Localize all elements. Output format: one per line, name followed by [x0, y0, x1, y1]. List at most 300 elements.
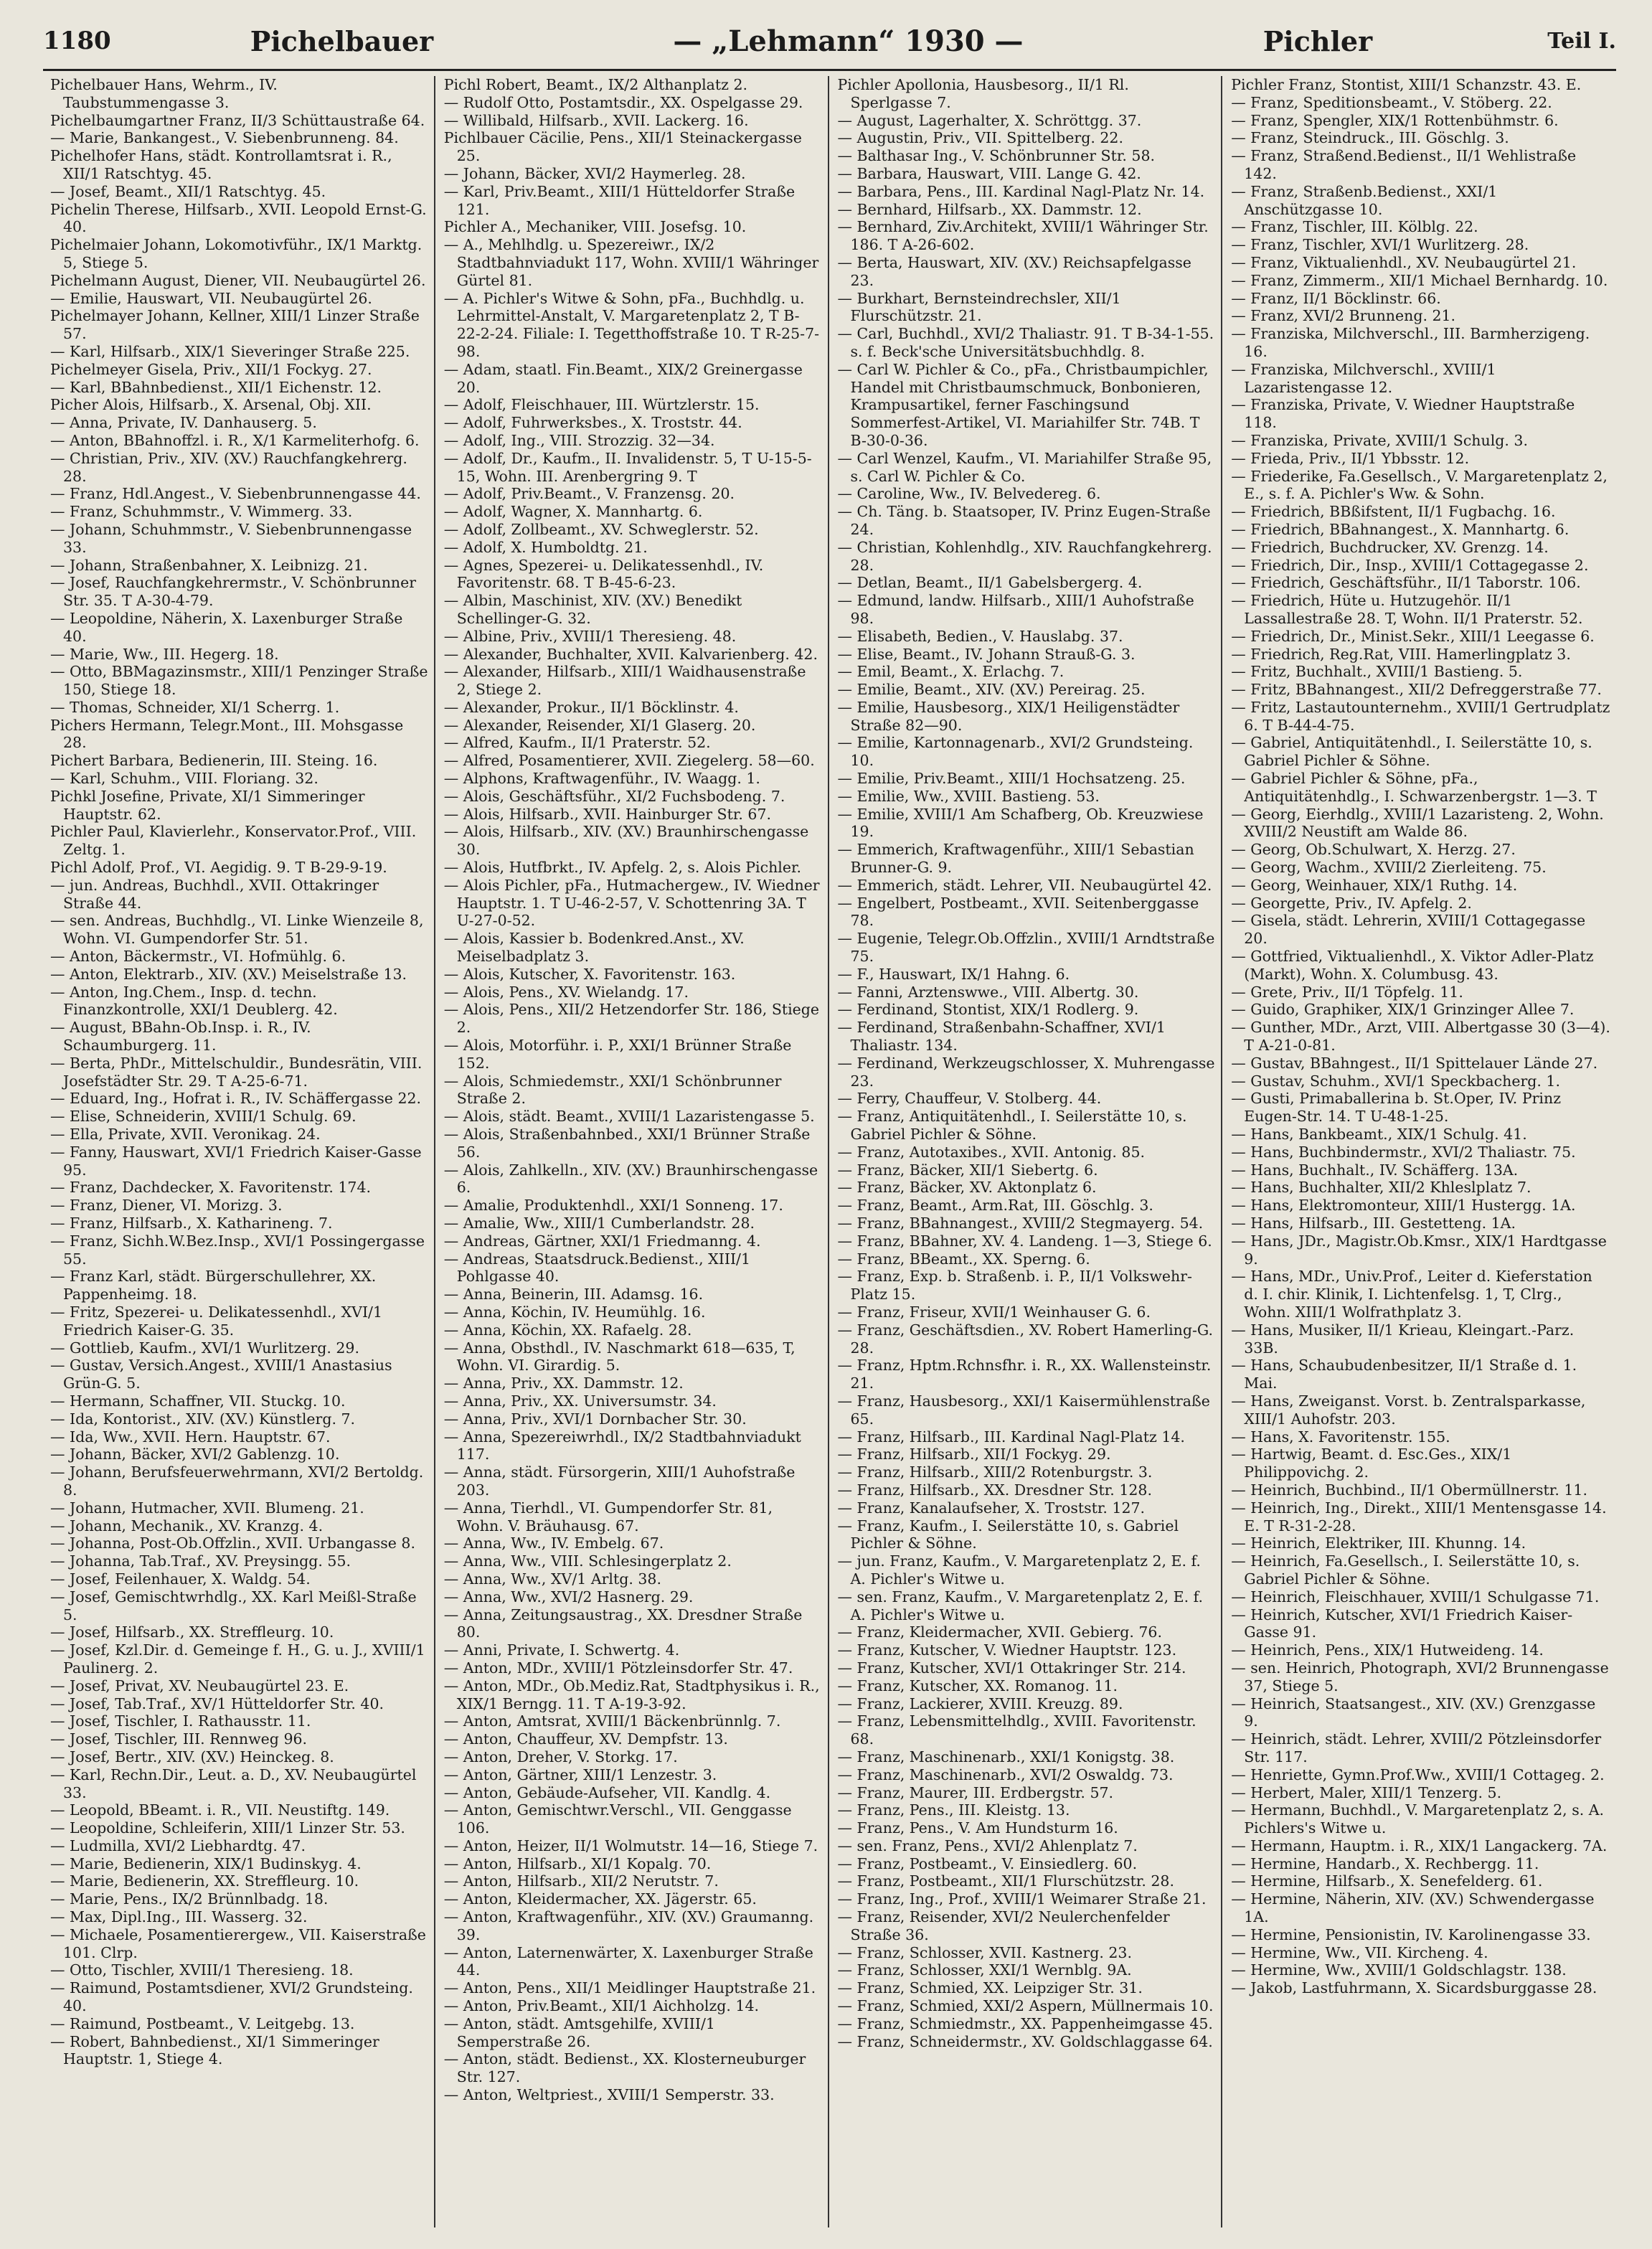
directory-entry: — Detlan, Beamt., II/1 Gabelsbergerg. 4.: [837, 574, 1143, 592]
directory-entry: — Alois, Pens., XII/2 Hetzendorfer Str. 186, Stiege 2.: [443, 1001, 820, 1037]
directory-entry: — jun. Franz, Kaufm., V. Margaretenplatz 2, E. f. A. Pichler's Witwe u.: [837, 1552, 1201, 1588]
directory-entry: — Anton, Ing.Chem., Insp. d. techn. Finanzkontrolle, XXI/1 Deublerg. 42.: [50, 983, 338, 1019]
directory-entry: — Franz, Tischler, XVI/1 Wurlitzerg. 28.: [1231, 236, 1529, 254]
directory-entry: — Ferdinand, Stontist, XIX/1 Rodlerg. 9.: [837, 1001, 1139, 1019]
directory-entry: — Franz, Kanalaufseher, X. Troststr. 127.: [837, 1499, 1146, 1517]
directory-entry: — Franz, XVI/2 Brunneng. 21.: [1231, 307, 1456, 325]
directory-entry: — Friedrich, Buchdrucker, XV. Grenzg. 14.: [1231, 538, 1549, 556]
directory-entry: — Raimund, Postamtsdiener, XVI/2 Grundsteing. 40.: [50, 1979, 413, 2015]
directory-entry: — Henriette, Gymn.Prof.Ww., XVIII/1 Cottageg. 2.: [1231, 1765, 1605, 1783]
directory-entry: Pichelmann August, Diener, VII. Neubaugürtel 26.: [50, 271, 426, 289]
directory-entry: — Ferdinand, Werkzeugschlosser, X. Muhrengasse 23.: [837, 1054, 1215, 1090]
directory-entry: — Karl, Hilfsarb., XIX/1 Sieveringer Straße 225.: [50, 342, 410, 360]
directory-entry: Pichler A., Mechaniker, VIII. Josefsg. 10.: [443, 218, 747, 236]
directory-entry: — Alois, Geschäftsführ., XI/2 Fuchsbodeng. 7.: [443, 787, 785, 805]
directory-entry: — Franz, Antiquitätenhdl., I. Seilerstätte 10, s. Gabriel Pichler & Söhne.: [837, 1108, 1187, 1144]
directory-entry: — Ferry, Chauffeur, V. Stolberg. 44.: [837, 1090, 1102, 1108]
directory-entry: — Adolf, X. Humboldtg. 21.: [443, 538, 648, 556]
directory-entry: — Emmerich, Kraftwagenführ., XIII/1 Sebastian Brunner-G. 9.: [837, 841, 1194, 877]
directory-entry: — Franz, Kleidermacher, XVII. Gebierg. 76.: [837, 1623, 1162, 1641]
directory-entry: — Hans, Elektromonteur, XIII/1 Hustergg. 1A.: [1231, 1197, 1576, 1215]
directory-entry: — Franz, Viktualienhdl., XV. Neubaugürtel 21.: [1231, 253, 1577, 271]
directory-entry: — Gottfried, Viktualienhdl., X. Viktor Adler-Platz (Markt), Wohn. X. Columbusg. 43.: [1231, 948, 1594, 983]
directory-entry: — Elise, Schneiderin, XVIII/1 Schulg. 69.: [50, 1108, 357, 1126]
directory-entry: — Johann, Bäcker, XVI/2 Gablenzg. 10.: [50, 1446, 340, 1463]
directory-entry: — Anni, Private, I. Schwertg. 4.: [443, 1641, 680, 1659]
directory-entry: — Franz, Exp. b. Straßenb. i. P., II/1 Volkswehr-Platz 15.: [837, 1268, 1192, 1303]
directory-entry: — Christian, Priv., XIV. (XV.) Rauchfangkehrerg. 28.: [50, 449, 407, 485]
directory-entry: — Fanny, Hauswart, XVI/1 Friedrich Kaiser-Gasse 95.: [50, 1143, 422, 1179]
directory-entry: — Gustav, BBahngest., II/1 Spittelauer Lände 27.: [1231, 1054, 1598, 1072]
directory-entry: — Alphons, Kraftwagenführ., IV. Waagg. 1.: [443, 770, 760, 788]
directory-entry: — Anna, Priv., XVI/1 Dornbacher Str. 30.: [443, 1410, 747, 1428]
directory-entry: — A., Mehlhdlg. u. Spezereiwr., IX/2 Stadtbahnviadukt 117, Wohn. XVIII/1 Währinger Gürtel 81.: [443, 236, 819, 289]
directory-entry: — Alois, Kassier b. Bodenkred.Anst., XV. Meiselbadplatz 3.: [443, 930, 745, 966]
directory-entry: — Fritz, Buchhalt., XVIII/1 Bastieng. 5.: [1231, 663, 1523, 681]
directory-entry: — Anton, Kleidermacher, XX. Jägerstr. 65.: [443, 1890, 757, 1908]
directory-entry: — Carl, Buchhdl., XVI/2 Thaliastr. 91. T B-34-1-55. s. f. Beck'sche Universitätsbuchhdlg. 8.: [837, 325, 1214, 360]
directory-entry: — Karl, BBahnbedienst., XII/1 Eichenstr. 12.: [50, 378, 382, 396]
column-2: [444, 76, 829, 2227]
directory-entry: — Berta, Hauswart, XIV. (XV.) Reichsapfelgasse 23.: [837, 253, 1191, 289]
directory-entry: — Leopold, BBeamt. i. R., VII. Neustiftg. 149.: [50, 1801, 390, 1819]
directory-entry: Pichert Barbara, Bedienerin, III. Steing. 16.: [50, 752, 378, 770]
directory-entry: — Anna, Tierhdl., VI. Gumpendorfer Str. 81, Wohn. V. Bräuhausg. 67.: [443, 1499, 773, 1534]
directory-entry: — Franz, Postbeamt., V. Einsiedlerg. 60.: [837, 1854, 1138, 1872]
directory-entry: — Elisabeth, Bedien., V. Hauslabg. 37.: [837, 627, 1123, 645]
directory-entry: — Fritz, Lastautounternehm., XVIII/1 Gertrudplatz 6. T B-44-4-75.: [1231, 698, 1610, 734]
directory-entry: — Hermann, Hauptm. i. R., XIX/1 Langackerg. 7A.: [1231, 1837, 1608, 1854]
directory-entry: — Gabriel, Antiquitätenhdl., I. Seilerstätte 10, s. Gabriel Pichler & Söhne.: [1231, 734, 1592, 770]
directory-entry: — Ida, Kontorist., XIV. (XV.) Künstlerg. 7.: [50, 1410, 356, 1428]
directory-entry: — Barbara, Hauswart, VIII. Lange G. 42.: [837, 164, 1141, 182]
directory-entry: — Anna, Obsthdl., IV. Naschmarkt 618—635, T, Wohn. VI. Girardig. 5.: [443, 1339, 796, 1375]
directory-entry: — Hermine, Näherin, XIV. (XV.) Schwendergasse 1A.: [1231, 1890, 1595, 1926]
directory-entry: — Josef, Feilenhauer, X. Waldg. 54.: [50, 1570, 311, 1588]
directory-entry: — Franz Karl, städt. Bürgerschullehrer, XX. Pappenheimg. 18.: [50, 1268, 377, 1303]
page-title: — „Lehmann“ 1930 —: [673, 24, 1024, 58]
directory-entry: — Anna, Ww., XVI/2 Hasnerg. 29.: [443, 1588, 694, 1606]
directory-entry: — Josef, Beamt., XII/1 Ratschtyg. 45.: [50, 182, 326, 200]
directory-entry: — Anna, Beinerin, III. Adamsg. 16.: [443, 1286, 704, 1303]
directory-entry: — Hans, X. Favoritenstr. 155.: [1231, 1428, 1450, 1446]
directory-entry: — Anna, Ww., XV/1 Arltg. 38.: [443, 1570, 661, 1588]
directory-entry: — Friedrich, Hüte u. Hutzugehör. II/1 Lassallestraße 28. T, Wohn. II/1 Praterstr. 52.: [1231, 592, 1583, 627]
directory-entry: — Emilie, Beamt., XIV. (XV.) Pereirag. 25.: [837, 681, 1146, 699]
directory-entry: — Josef, Kzl.Dir. d. Gemeinge f. H., G. u. J., XVIII/1 Paulinerg. 2.: [50, 1641, 425, 1677]
directory-entry: Pichelmayer Johann, Kellner, XIII/1 Linzer Straße 57.: [50, 307, 420, 343]
directory-entry: — Heinrich, städt. Lehrer, XVIII/2 Pötzleinsdorfer Str. 117.: [1231, 1730, 1602, 1765]
directory-entry: — Max, Dipl.Ing., III. Wasserg. 32.: [50, 1908, 308, 1926]
directory-entry: — Franz, Hilfsarb., XIII/2 Rotenburgstr. 3.: [837, 1463, 1153, 1481]
directory-entry: — Franziska, Milchverschl., XVIII/1 Lazaristengasse 12.: [1231, 360, 1496, 396]
directory-entry: — Alfred, Posamentierer, XVII. Ziegelerg. 58—60.: [443, 752, 815, 770]
directory-entry: — Anton, Kraftwagenführ., XIV. (XV.) Graumanng. 39.: [443, 1908, 814, 1943]
directory-entry: — Grete, Priv., II/1 Töpfelg. 11.: [1231, 983, 1463, 1001]
directory-entry: — Franz, Schmied, XXI/2 Aspern, Müllnermais 10.: [837, 1997, 1214, 2015]
directory-entry: — jun. Andreas, Buchhdl., XVII. Ottakringer Straße 44.: [50, 876, 379, 912]
directory-entry: — Heinrich, Fa.Gesellsch., I. Seilerstätte 10, s. Gabriel Pichler & Söhne.: [1231, 1552, 1580, 1588]
directory-entry: — Anton, MDr., XVIII/1 Pötzleinsdorfer Str. 47.: [443, 1659, 793, 1677]
directory-entry: — Friedrich, Dir., Insp., XVIII/1 Cottagegasse 2.: [1231, 556, 1589, 574]
directory-entry: — Hans, MDr., Univ.Prof., Leiter d. Kieferstation d. I. chir. Klinik, I. Lichtenfelsg. 1, T, Clrg., Wohn. XIII/1 Wolfrathplatz 3.: [1231, 1268, 1592, 1321]
directory-entry: — Alois, Pens., XV. Wielandg. 17.: [443, 983, 689, 1001]
directory-entry: — Josef, Tischler, III. Rennweg 96.: [50, 1730, 308, 1748]
directory-entry: — Willibald, Hilfsarb., XVII. Lackerg. 16.: [443, 111, 749, 129]
directory-entry: — Burkhart, Bernsteindrechsler, XII/1 Flurschützstr. 21.: [837, 289, 1121, 325]
directory-entry: — sen. Heinrich, Photograph, XVI/2 Brunnengasse 37, Stiege 5.: [1231, 1659, 1609, 1694]
directory-entry: — Alexander, Prokur., II/1 Böcklinstr. 4.: [443, 698, 739, 716]
directory-entry: — Eugenie, Telegr.Ob.Offzlin., XVIII/1 Arndtstraße 75.: [837, 930, 1215, 966]
directory-entry: — Anna, Priv., XX. Dammstr. 12.: [443, 1375, 684, 1392]
directory-entry: — Adolf, Dr., Kaufm., II. Invalidenstr. 5, T U-15-5-15, Wohn. III. Arenbergring 9. T: [443, 449, 812, 485]
directory-entry: — Emilie, Hausbesorg., XIX/1 Heiligenstädter Straße 82—90.: [837, 698, 1180, 734]
directory-entry: — Adolf, Ing., VIII. Strozzig. 32—34.: [443, 431, 715, 449]
directory-entry: — Frieda, Priv., II/1 Ybbsstr. 12.: [1231, 449, 1470, 467]
directory-entry: — Franz, Zimmerm., XII/1 Michael Bernhardg. 10.: [1231, 271, 1608, 289]
header-last-entry: Pichler: [1262, 24, 1373, 57]
directory-entry: — Johanna, Tab.Traf., XV. Preysingg. 55.: [50, 1552, 351, 1570]
directory-entry: — Hans, Buchhalt., IV. Schäfferg. 13A.: [1231, 1161, 1519, 1179]
directory-entry: — Hermann, Buchhdl., V. Margaretenplatz 2, s. A. Pichlers's Witwe u.: [1231, 1801, 1605, 1837]
directory-entry: — Anton, Elektrarb., XIV. (XV.) Meiselstraße 13.: [50, 965, 407, 983]
directory-entry: Pichelin Therese, Hilfsarb., XVII. Leopold Ernst-G. 40.: [50, 200, 427, 236]
directory-entry: — Georg, Weinhauer, XIX/1 Ruthg. 14.: [1231, 876, 1518, 894]
directory-entry: Picher Alois, Hilfsarb., X. Arsenal, Obj. XII.: [50, 396, 372, 414]
directory-entry: — Georg, Wachm., XVIII/2 Zierleiteng. 75.: [1231, 859, 1547, 877]
directory-entry: — Josef, Hilfsarb., XX. Streffleurg. 10.: [50, 1623, 334, 1641]
directory-entry: — Anton, Bäckermstr., VI. Hofmühlg. 6.: [50, 948, 346, 966]
directory-entry: — Albine, Priv., XVIII/1 Theresieng. 48.: [443, 627, 737, 645]
directory-entry: — Karl, Rechn.Dir., Leut. a. D., XV. Neubaugürtel 33.: [50, 1765, 417, 1801]
directory-entry: — Franziska, Milchverschl., III. Barmherzigeng. 16.: [1231, 325, 1590, 360]
directory-entry: — Karl, Schuhm., VIII. Floriang. 32.: [50, 770, 318, 788]
directory-entry: — Edmund, landw. Hilfsarb., XIII/1 Auhofstraße 98.: [837, 592, 1194, 627]
directory-entry: — Hans, Schaubudenbesitzer, II/1 Straße d. 1. Mai.: [1231, 1357, 1577, 1392]
directory-entry: — Hermine, Ww., VII. Kircheng. 4.: [1231, 1943, 1488, 1961]
directory-entry: — Thomas, Schneider, XI/1 Scherrg. 1.: [50, 698, 340, 716]
directory-entry: — Georg, Eierhdlg., XVIII/1 Lazaristeng. 2, Wohn. XVIII/2 Neustift am Walde 86.: [1231, 805, 1604, 841]
directory-entry: Pichelmeyer Gisela, Priv., XII/1 Fockyg. 27.: [50, 360, 372, 378]
directory-entry: — Josef, Gemischtwrhdlg., XX. Karl Meißl-Straße 5.: [50, 1588, 417, 1623]
directory-entry: — Franz, Bäcker, XV. Aktonplatz 6.: [837, 1179, 1097, 1197]
directory-entry: — Gustav, Schuhm., XVI/1 Speckbacherg. 1.: [1231, 1072, 1560, 1090]
directory-entry: — Friedrich, Dr., Minist.Sekr., XIII/1 Leegasse 6.: [1231, 627, 1595, 645]
directory-entry: — Franz, Spengler, XIX/1 Rottenbühmstr. 6.: [1231, 111, 1559, 129]
directory-entry: — Alois, Hutfbrkt., IV. Apfelg. 2, s. Alois Pichler.: [443, 859, 802, 877]
directory-entry: — Emmerich, städt. Lehrer, VII. Neubaugürtel 42.: [837, 876, 1212, 894]
directory-entry: — Anton, Gemischtwr.Verschl., VII. Genggasse 106.: [443, 1801, 792, 1837]
directory-entry: — Herbert, Maler, XIII/1 Tenzerg. 5.: [1231, 1783, 1502, 1801]
directory-entry: — Franz, Kutscher, XVI/1 Ottakringer Str. 214.: [837, 1659, 1186, 1677]
directory-entry: — August, BBahn-Ob.Insp. i. R., IV. Schaumburgerg. 11.: [50, 1019, 311, 1055]
directory-entry: — Franz, Schlosser, XVII. Kastnerg. 23.: [837, 1943, 1132, 1961]
directory-entry: — Franz, II/1 Böcklinstr. 66.: [1231, 289, 1441, 307]
directory-entry: — Anton, Gärtner, XIII/1 Lenzestr. 3.: [443, 1765, 717, 1783]
directory-entry: — Franz, Hilfsarb., X. Katharineng. 7.: [50, 1215, 333, 1232]
directory-entry: — Anton, MDr., Ob.Mediz.Rat, Stadtphysikus i. R., XIX/1 Berngg. 11. T A-19-3-92.: [443, 1677, 820, 1712]
directory-entry: Pichelbauer Hans, Wehrm., IV. Taubstummengasse 3.: [50, 76, 278, 111]
directory-entry: — Franz, Hilfsarb., XX. Dresdner Str. 128.: [837, 1481, 1152, 1499]
directory-entry: — Adam, staatl. Fin.Beamt., XIX/2 Greinergasse 20.: [443, 360, 803, 396]
directory-entry: — August, Lagerhalter, X. Schröttgg. 37.: [837, 111, 1142, 129]
directory-entry: — Hans, Buchbindermstr., XVI/2 Thaliastr. 75.: [1231, 1143, 1576, 1161]
directory-entry: — Raimund, Postbeamt., V. Leitgebg. 13.: [50, 2014, 355, 2032]
directory-entry: — Anton, Hilfsarb., XII/2 Nerutstr. 7.: [443, 1872, 719, 1890]
directory-entry: — Josef, Tab.Traf., XV/1 Hütteldorfer Str. 40.: [50, 1694, 384, 1712]
directory-entry: — Jakob, Lastfuhrmann, X. Sicardsburggasse 28.: [1231, 1979, 1597, 1997]
part-label: Teil I.: [1547, 28, 1616, 54]
directory-entry: — Franz, Reisender, XVI/2 Neulerchenfelder Straße 36.: [837, 1908, 1170, 1943]
directory-entry: — Anton, Gebäude-Aufseher, VII. Kandlg. 4.: [443, 1783, 771, 1801]
header-first-entry: Pichelbauer: [250, 24, 434, 57]
directory-entry: — Franz, Speditionsbeamt., V. Stöberg. 22.: [1231, 93, 1552, 111]
directory-entry: — Anton, Pens., XII/1 Meidlinger Hauptstraße 21.: [443, 1979, 816, 1997]
directory-entry: — Anton, Dreher, V. Storkg. 17.: [443, 1748, 678, 1765]
directory-entry: Pichkl Josefine, Private, XI/1 Simmeringer Hauptstr. 62.: [50, 787, 365, 823]
page-number: 1180: [43, 27, 111, 55]
directory-entry: — Hermine, Ww., XVIII/1 Goldschlagstr. 138.: [1231, 1961, 1567, 1979]
directory-entry: — Franz, Hptm.Rchnsfhr. i. R., XX. Wallensteinstr. 21.: [837, 1357, 1212, 1392]
directory-entry: — Hans, Bankbeamt., XIX/1 Schulg. 41.: [1231, 1126, 1527, 1144]
directory-entry: — Anna, Spezereiwrhdl., IX/2 Stadtbahnviadukt 117.: [443, 1428, 801, 1463]
directory-entry: — Franz, Hdl.Angest., V. Siebenbrunnengasse 44.: [50, 485, 421, 503]
directory-entry: — Anton, Amtsrat, XVIII/1 Bäckenbrünnlg. 7.: [443, 1712, 781, 1730]
directory-entry: — Alois, städt. Beamt., XVIII/1 Lazaristengasse 5.: [443, 1108, 815, 1126]
directory-entry: — Anton, Hilfsarb., XI/1 Kopalg. 70.: [443, 1854, 712, 1872]
directory-entry: — Anton, städt. Bedienst., XX. Klosterneuburger Str. 127.: [443, 2050, 806, 2086]
directory-entry: — Franz, Geschäftsdien., XV. Robert Hamerling-G. 28.: [837, 1321, 1214, 1357]
directory-entry: — Franz, Hilfsarb., III. Kardinal Nagl-Platz 14.: [837, 1428, 1185, 1446]
directory-entry: — Amalie, Produktenhdl., XXI/1 Sonneng. 17.: [443, 1197, 783, 1215]
directory-entry: — Gisela, städt. Lehrerin, XVIII/1 Cottagegasse 20.: [1231, 912, 1586, 948]
directory-entry: — Alfred, Kaufm., II/1 Praterstr. 52.: [443, 734, 711, 752]
directory-entry: Pichl Robert, Beamt., IX/2 Althanplatz 2.: [443, 76, 748, 93]
directory-entry: — Franziska, Private, XVIII/1 Schulg. 3.: [1231, 431, 1528, 449]
directory-entry: — Heinrich, Pens., XIX/1 Hutweideng. 14.: [1231, 1641, 1544, 1659]
directory-entry: — Otto, BBMagazinsmstr., XIII/1 Penzinger Straße 150, Stiege 18.: [50, 663, 428, 699]
directory-entry: — Friedrich, BBßifstent, II/1 Fugbachg. 16.: [1231, 503, 1556, 521]
directory-entry: — Marie, Bedienerin, XIX/1 Budinskyg. 4.: [50, 1854, 362, 1872]
directory-entry: — Heinrich, Elektriker, III. Khunng. 14.: [1231, 1534, 1526, 1552]
directory-entry: — Franz, Maurer, III. Erdbergstr. 57.: [837, 1783, 1114, 1801]
directory-entry: — Ludmilla, XVI/2 Liebhardtg. 47.: [50, 1837, 306, 1854]
directory-entry: — Adolf, Wagner, X. Mannhartg. 6.: [443, 503, 703, 521]
directory-entry: — Hermann, Schaffner, VII. Stuckg. 10.: [50, 1392, 346, 1410]
directory-entry: — Hermine, Pensionistin, IV. Karolinengasse 33.: [1231, 1925, 1591, 1943]
directory-entry: — Michaele, Posamentierergew., VII. Kaiserstraße 101. Clrp.: [50, 1925, 426, 1961]
directory-entry: — Franz, Schuhmmstr., V. Wimmerg. 33.: [50, 503, 353, 521]
page-header: [43, 20, 1616, 62]
directory-entry: — Franz, Maschinenarb., XXI/1 Konigstg. 38.: [837, 1748, 1175, 1765]
directory-entry: — Carl Wenzel, Kaufm., VI. Mariahilfer Straße 95, s. Carl W. Pichler & Co.: [837, 449, 1212, 485]
directory-entry: — Anna, Ww., IV. Embelg. 67.: [443, 1534, 664, 1552]
directory-entry: — Guido, Graphiker, XIX/1 Grinzinger Allee 7.: [1231, 1001, 1575, 1019]
directory-entry: — Heinrich, Fleischhauer, XVIII/1 Schulgasse 71.: [1231, 1588, 1600, 1606]
directory-entry: — Adolf, Fleischhauer, III. Würtzlerstr. 15.: [443, 396, 760, 414]
directory-entry: — Anna, städt. Fürsorgerin, XIII/1 Auhofstraße 203.: [443, 1463, 796, 1499]
directory-entry: — Leopoldine, Näherin, X. Laxenburger Straße 40.: [50, 609, 403, 645]
directory-entry: — Bernhard, Hilfsarb., XX. Dammstr. 12.: [837, 200, 1142, 218]
directory-entry: — Fanni, Arztenswwe., VIII. Albertg. 30.: [837, 983, 1139, 1001]
directory-entry: — Josef, Privat, XV. Neubaugürtel 23. E.: [50, 1677, 349, 1694]
directory-entry: — Johann, Mechanik., XV. Kranzg. 4.: [50, 1517, 324, 1534]
directory-entry: — Augustin, Priv., VII. Spittelberg. 22.: [837, 129, 1123, 147]
directory-entry: — Franz, Sichh.W.Bez.Insp., XVI/1 Possingergasse 55.: [50, 1232, 425, 1268]
directory-entry: — Alois, Hilfsarb., XIV. (XV.) Braunhirschengasse 30.: [443, 823, 809, 859]
directory-entry: — Franz, Pens., V. Am Hundsturm 16.: [837, 1819, 1118, 1837]
directory-entry: — Anton, Priv.Beamt., XII/1 Aichholzg. 14.: [443, 1997, 760, 2015]
directory-entry: — Anton, Heizer, II/1 Wolmutstr. 14—16, Stiege 7.: [443, 1837, 818, 1854]
directory-entry: Pichler Apollonia, Hausbesorg., II/1 Rl. Sperlgasse 7.: [837, 76, 1129, 111]
directory-entry: — Adolf, Zollbeamt., XV. Schweglerstr. 52.: [443, 520, 759, 538]
directory-entry: — Franziska, Private, V. Wiedner Hauptstraße 118.: [1231, 396, 1575, 432]
directory-entry: — Ella, Private, XVII. Veronikag. 24.: [50, 1126, 321, 1144]
directory-entry: — Emilie, Priv.Beamt., XIII/1 Hochsatzeng. 25.: [837, 770, 1186, 788]
directory-entry: — Johann, Straßenbahner, X. Leibnizg. 21.: [50, 556, 368, 574]
column-3: [838, 76, 1223, 2227]
directory-entry: — Johann, Berufsfeuerwehrmann, XVI/2 Bertoldg. 8.: [50, 1463, 424, 1499]
directory-entry: — Ferdinand, Straßenbahn-Schaffner, XVI/1 Thaliastr. 134.: [837, 1019, 1166, 1055]
directory-entry: — Heinrich, Buchbind., II/1 Obermüllnerstr. 11.: [1231, 1481, 1587, 1499]
directory-entry: — Franz, BBeamt., XX. Sperng. 6.: [837, 1250, 1090, 1268]
directory-entry: — F., Hauswart, IX/1 Hahng. 6.: [837, 965, 1070, 983]
directory-entry: Pichers Hermann, Telegr.Mont., III. Mohsgasse 28.: [50, 716, 404, 752]
directory-entry: — Gottlieb, Kaufm., XVI/1 Wurlitzerg. 29.: [50, 1339, 359, 1357]
directory-entry: — Eduard, Ing., Hofrat i. R., IV. Schäffergasse 22.: [50, 1090, 422, 1108]
directory-entry: — Gustav, Versich.Angest., XVIII/1 Anastasius Grün-G. 5.: [50, 1357, 392, 1392]
directory-entry: — Alois, Hilfsarb., XVII. Hainburger Str. 67.: [443, 805, 772, 823]
directory-entry: — Carl W. Pichler & Co., pFa., Christbaumpichler, Handel mit Christbaumschmuck, Bonbonieren, Krampusartikel, ferner Faschingsund Sommerfest-Artikel, VI. Mariahilfer Str. 74B. T B-30-0-36.: [837, 360, 1209, 449]
directory-entry: — Josef, Rauchfangkehrermstr., V. Schönbrunner Str. 35. T A-30-4-79.: [50, 574, 417, 610]
directory-entry: — Agnes, Spezerei- u. Delikatessenhdl., IV. Favoritenstr. 68. T B-45-6-23.: [443, 556, 764, 592]
directory-entry: — Franz, Steindruck., III. Göschlg. 3.: [1231, 129, 1509, 147]
directory-entry: — Franz, Schneidermstr., XV. Goldschlaggasse 64.: [837, 2032, 1213, 2050]
directory-entry: Pichl Adolf, Prof., VI. Aegidig. 9. T B-29-9-19.: [50, 859, 387, 877]
directory-entry: — Franz, Bäcker, XII/1 Siebertg. 6.: [837, 1161, 1098, 1179]
directory-entry: — Hans, Musiker, II/1 Krieau, Kleingart.-Parz. 33B.: [1231, 1321, 1575, 1357]
directory-entry: — Emilie, Hauswart, VII. Neubaugürtel 26.: [50, 289, 372, 307]
directory-entry: — sen. Franz, Pens., XVI/2 Ahlenplatz 7.: [837, 1837, 1138, 1854]
directory-entry: — Karl, Priv.Beamt., XIII/1 Hütteldorfer Straße 121.: [443, 182, 796, 218]
directory-entry: — Anton, Weltpriest., XVIII/1 Semperstr. 33.: [443, 2086, 775, 2104]
directory-entry: — Emilie, Ww., XVIII. Bastieng. 53.: [837, 787, 1100, 805]
directory-entry: — Alois, Straßenbahnbed., XXI/1 Brünner Straße 56.: [443, 1126, 811, 1161]
directory-entry: — Gusti, Primaballerina b. St.Oper, IV. Prinz Eugen-Str. 14. T U-48-1-25.: [1231, 1090, 1561, 1126]
directory-entry: — Johanna, Post-Ob.Offzlin., XVII. Urbangasse 8.: [50, 1534, 415, 1552]
directory-entry: — Emil, Beamt., X. Erlachg. 7.: [837, 663, 1065, 681]
directory-entry: — Franz, Straßenb.Bedienst., XXI/1 Anschützgasse 10.: [1231, 182, 1498, 218]
directory-entry: — Alois, Kutscher, X. Favoritenstr. 163.: [443, 965, 736, 983]
directory-entry: — Franz, Kutscher, V. Wiedner Hauptstr. 123.: [837, 1641, 1177, 1659]
directory-entry: — Anton, BBahnoffzl. i. R., X/1 Karmeliterhofg. 6.: [50, 431, 420, 449]
directory-entry: — Franz, Ing., Prof., XVIII/1 Weimarer Straße 21.: [837, 1890, 1207, 1908]
directory-entry: — Johann, Schuhmmstr., V. Siebenbrunnengasse 33.: [50, 520, 412, 556]
directory-entry: — Anton, Chauffeur, XV. Dempfstr. 13.: [443, 1730, 728, 1748]
directory-entry: — Emilie, XVIII/1 Am Schafberg, Ob. Kreuzwiese 19.: [837, 805, 1204, 841]
directory-entry: — Franz, Straßend.Bedienst., II/1 Wehlistraße 142.: [1231, 147, 1577, 182]
directory-entry: — Amalie, Ww., XIII/1 Cumberlandstr. 28.: [443, 1215, 755, 1232]
directory-entry: — Anna, Priv., XX. Universumstr. 34.: [443, 1392, 717, 1410]
directory-entry: — Otto, Tischler, XVIII/1 Theresieng. 18.: [50, 1961, 354, 1979]
directory-entry: — Ida, Ww., XVII. Hern. Hauptstr. 67.: [50, 1428, 331, 1446]
directory-entry: — sen. Franz, Kaufm., V. Margaretenplatz 2, E. f. A. Pichler's Witwe u.: [837, 1588, 1204, 1623]
directory-entry: — Adolf, Fuhrwerksbes., X. Troststr. 44.: [443, 414, 742, 432]
directory-entry: — Robert, Bahnbedienst., XI/1 Simmeringer Hauptstr. 1, Stiege 4.: [50, 2032, 379, 2068]
directory-entry: — Hermine, Handarb., X. Rechbergg. 11.: [1231, 1854, 1539, 1872]
directory-entry: — Albin, Maschinist, XIV. (XV.) Benedikt Schellinger-G. 32.: [443, 592, 742, 627]
directory-entry: — Alois, Motorführ. i. P., XXI/1 Brünner Straße 152.: [443, 1037, 792, 1072]
directory-entry: — Friedrich, Reg.Rat, VIII. Hamerlingplatz 3.: [1231, 645, 1571, 663]
directory-entry: — Franz, Kaufm., I. Seilerstätte 10, s. Gabriel Pichler & Söhne.: [837, 1517, 1179, 1552]
directory-entry: — Engelbert, Postbeamt., XVII. Seitenberggasse 78.: [837, 894, 1199, 930]
column-4: [1231, 76, 1616, 2227]
directory-entry: — Ch. Täng. b. Staatsoper, IV. Prinz Eugen-Straße 24.: [837, 503, 1211, 538]
directory-entry: — Alois Pichler, pFa., Hutmachergew., IV. Wiedner Hauptstr. 1. T U-46-2-57, V. Schottenring 3A. T U-27-0-52.: [443, 876, 820, 930]
directory-entry: — Christian, Kohlenhdlg., XIV. Rauchfangkehrerg. 28.: [837, 538, 1212, 574]
directory-entry: — Franz, Beamt., Arm.Rat, III. Göschlg. 3.: [837, 1197, 1153, 1215]
directory-entry: — Franz, Autotaxibes., XVII. Antonig. 85.: [837, 1143, 1146, 1161]
directory-entry: — Alexander, Reisender, XI/1 Glaserg. 20.: [443, 716, 756, 734]
directory-entry: — Franz, Lackierer, XVIII. Kreuzg. 89.: [837, 1694, 1123, 1712]
directory-entry: — Anna, Köchin, XX. Rafaelg. 28.: [443, 1321, 692, 1339]
directory-entry: Pichelhofer Hans, städt. Kontrollamtsrat i. R., XII/1 Ratschtyg. 45.: [50, 147, 392, 182]
directory-entry: — Andreas, Staatsdruck.Bedienst., XIII/1 Pohlgasse 40.: [443, 1250, 750, 1286]
directory-entry: — Anton, städt. Amtsgehilfe, XVIII/1 Semperstraße 26.: [443, 2014, 715, 2050]
directory-entry: — Friedrich, Geschäftsführ., II/1 Taborstr. 106.: [1231, 574, 1581, 592]
directory-entry: — Josef, Bertr., XIV. (XV.) Heinckeg. 8.: [50, 1748, 334, 1765]
directory-entry: — Anna, Ww., VIII. Schlesingerplatz 2.: [443, 1552, 732, 1570]
directory-entry: — Hans, JDr., Magistr.Ob.Kmsr., XIX/1 Hardtgasse 9.: [1231, 1232, 1607, 1268]
directory-entry: — Caroline, Ww., IV. Belvedereg. 6.: [837, 485, 1101, 503]
directory-entry: — Fritz, Spezerei- u. Delikatessenhdl., XVI/1 Friedrich Kaiser-G. 35.: [50, 1303, 383, 1339]
directory-entry: Pichlbauer Cäcilie, Pens., XII/1 Steinackergasse 25.: [443, 129, 802, 165]
directory-entry: — Alexander, Buchhalter, XVII. Kalvarienberg. 42.: [443, 645, 818, 663]
directory-entry: — Franz, Hausbesorg., XXI/1 Kaisermühlenstraße 65.: [837, 1392, 1210, 1428]
directory-entry: — Alexander, Hilfsarb., XIII/1 Waidhausenstraße 2, Stiege 2.: [443, 663, 806, 699]
directory-entry: — Johann, Hutmacher, XVII. Blumeng. 21.: [50, 1499, 364, 1517]
directory-entry: — Hermine, Hilfsarb., X. Senefelderg. 61.: [1231, 1872, 1543, 1890]
directory-entry: — sen. Andreas, Buchhdlg., VI. Linke Wienzeile 8, Wohn. VI. Gumpendorfer Str. 51.: [50, 912, 424, 948]
directory-entry: — Franz, BBahnangest., XVIII/2 Stegmayerg. 54.: [837, 1215, 1204, 1232]
directory-entry: — Heinrich, Ing., Direkt., XIII/1 Mentensgasse 14. E. T R-31-2-28.: [1231, 1499, 1607, 1534]
directory-entry: — Adolf, Priv.Beamt., V. Franzensg. 20.: [443, 485, 735, 503]
header-rule: [43, 69, 1616, 71]
directory-entry: — Georg, Ob.Schulwart, X. Herzg. 27.: [1231, 841, 1516, 859]
directory-entry: Pichler Paul, Klavierlehr., Konservator.Prof., VIII. Zeltg. 1.: [50, 823, 417, 859]
directory-entry: — Franz, Hilfsarb., XII/1 Fockyg. 29.: [837, 1446, 1111, 1463]
directory-entry: Pichelbaumgartner Franz, II/3 Schüttaustraße 64.: [50, 111, 425, 129]
directory-entry: — Elise, Beamt., IV. Johann Strauß-G. 3.: [837, 645, 1136, 663]
directory-entry: — Barbara, Pens., III. Kardinal Nagl-Platz Nr. 14.: [837, 182, 1205, 200]
directory-entry: — Johann, Bäcker, XVI/2 Haymerleg. 28.: [443, 164, 746, 182]
column-1: [50, 76, 435, 2227]
directory-entry: — Franz, Schlosser, XXI/1 Wernblg. 9A.: [837, 1961, 1132, 1979]
directory-entry: — Franz, Kutscher, XX. Romanog. 11.: [837, 1677, 1118, 1694]
directory-entry: — Franz, Diener, VI. Morizg. 3.: [50, 1197, 283, 1215]
directory-entry: — Anna, Zeitungsaustrag., XX. Dresdner Straße 80.: [443, 1606, 803, 1641]
directory-entry: — Balthasar Ing., V. Schönbrunner Str. 58.: [837, 147, 1156, 165]
directory-entry: — Josef, Tischler, I. Rathausstr. 11.: [50, 1712, 311, 1730]
directory-entry: — Rudolf Otto, Postamtsdir., XX. Ospelgasse 29.: [443, 93, 803, 111]
directory-entry: Pichler Franz, Stontist, XIII/1 Schanzstr. 43. E.: [1231, 76, 1582, 93]
directory-entry: — Alois, Zahlkelln., XIV. (XV.) Braunhirschengasse 6.: [443, 1161, 818, 1197]
directory-columns: [50, 76, 1616, 2227]
directory-entry: — Friederike, Fa.Gesellsch., V. Margaretenplatz 2, E., s. f. A. Pichler's Ww. & Sohn.: [1231, 467, 1608, 503]
directory-entry: — Emilie, Kartonnagenarb., XVI/2 Grundsteing. 10.: [837, 734, 1194, 770]
directory-entry: — Hartwig, Beamt. d. Esc.Ges., XIX/1 Philippovichg. 2.: [1231, 1446, 1512, 1481]
directory-entry: — Franz, Schmied, XX. Leipziger Str. 31.: [837, 1979, 1143, 1997]
